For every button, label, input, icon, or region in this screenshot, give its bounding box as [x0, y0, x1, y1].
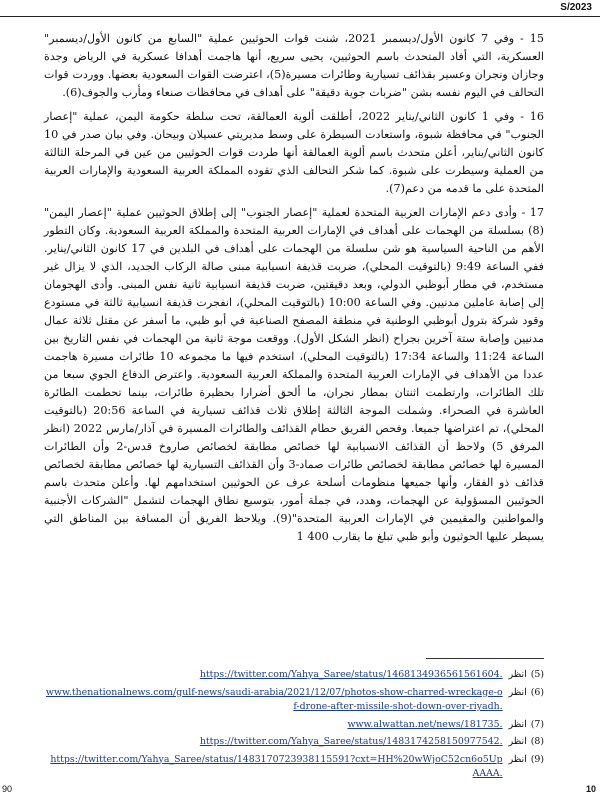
- footnote-8: [44, 735, 544, 750]
- paragraph-17: 17 - وأدى دعم الإمارات العربية المتحدة لعملية "إعصار الجنوب" إلى إطلاق الحوثيين عملية "إعصار اليمن"(8) بسلسلة من الهجمات على أهداف في الإمارات العربية المتحدة والمملكة العربية السعودية. وكان التطور الأهم من الناحية السياسية هو شن سلسلة من الهجمات على أهداف في البلدين في 17 كانون الثاني/يناير. ففي الساعة 9:49 (بالتوقيت المحلي)، ضربت قذيفة انسيابية مبنى صالة الركاب الجديد، الذي لا يزال غير مستخدم، في مطار أبوظبي الدولي، وبعد دقيقتين، ضربت قذيفة انسيابية ثانية نفس المبنى. وأدى الهجومان إلى إصابة عاملين مدنيين. وفي الساعة 10:00 (بالتوقيت المحلي)، انفجرت قذيفة انسيابية ثالثة في مستودع وقود شركة بترول أبوظبي الوطنية في منطقة المصفح الصناعية في أبو ظبي، ما أسفر عن مقتل ثلاثة عمال مدنيين وإصابة ستة آخرين بجراح (انظر الشكل الأول). ووقعت موجة ثانية من الهجمات في نفس التاريخ بين الساعة 11:24 والساعة 17:34 (بالتوقيت المحلي)، استخدم فيها ما مجموعه 10 طائرات مسيرة هاجمت عددا من الأهداف في الإمارات العربية المتحدة والمملكة العربية السعودية. واعترض الدفاع الجوي سبعا من تلك الطائرات، وارتطمت اثنتان بمطار نجران، ما ألحق أضرارا بحظيرة طائرات، بينما تحطمت الطائرة العاشرة في الصحراء. وشملت الموجة الثالثة إطلاق ثلاث قذائف تسيارية في الساعة 20:56 (بالتوقيت المحلي)، تم اعتراضها جميعا. وفحص الفريق حطام القذائف والطائرات المسيرة في آذار/مارس 2022 (انظر المرفق 5) ولاحظ أن القذائف الانسيابية لها خصائص مطابقة لخصائص صاروخ قدس-2 وأن الطائرات المسيرة لها خصائص مطابقة لخصائص طائرات صماد-3 وأن القذائف التسيارية لها خصائص مطابقة لخصائص قذائف ذو الفقار، وأنها جميعها منظومات أسلحة عرف عن الحوثيين استخدامهم لها. وأعلن متحدث باسم الحوثيين المسؤولية عن الهجمات، وهدد، في جملة أمور، بتوسيع نطاق الهجمات لتشمل "الشركات الأجنبية والمواطنين والمقيمين في الإمارات العربية المتحدة"(9). ويلاحظ الفريق أن المسافة بين المناطق التي يسيطر عليها الحوثيون وأبو ظبي تبلغ ما يقارب 400 1: [44, 206, 545, 543]
- footnote-7: [44, 718, 544, 733]
- footnote-see-label: انظر: [508, 753, 527, 765]
- footnote-number: (6): [530, 686, 544, 698]
- footnote-see-label: انظر: [508, 669, 527, 680]
- paragraph-15: 15 - وفي 7 كانون الأول/ديسمبر 2021، شنت قوات الحوثيين عملية "السابع من كانون الأول/ديسمبر" العسكرية، التي أفاد المتحدث باسم الحوثيين، يحيى سريع، أنها هاجمت أهدافا عسكرية في الرياض وجدة وجازان ونجران وعسير بقذائف تسيارية وطائرات مسيرة(5)، اعترضت القوات السعودية بعضها. ووردت قوات التحالف في اليوم نفسه بشن "ضربات جوية دقيقة" على أهداف في محافظات صنعاء ومأرب والجوف(6).: [44, 32, 544, 99]
- footnote-number: (8): [530, 736, 544, 747]
- document-body: [44, 30, 544, 552]
- footnote-see-label: انظر: [508, 718, 527, 730]
- footnote-6: [44, 686, 544, 715]
- footnote-link[interactable]: www.alwattan.net/news/181735.: [347, 718, 503, 730]
- footnote-see-label: انظر: [508, 686, 527, 698]
- footnote-number: (9): [530, 753, 544, 765]
- footnote-link[interactable]: www.thenationalnews.com/gulf-news/saudi-arabia/2021/12/07/photos-show-charred-wreckage-of-drone-after-missile-shot-down-over-riyadh.: [45, 686, 503, 712]
- document-symbol: S/2023: [560, 2, 592, 13]
- page-number-left: 90: [2, 784, 13, 794]
- footnote-separator: [426, 658, 544, 659]
- footnotes: [44, 668, 544, 785]
- footnote-see-label: انظر: [508, 736, 527, 747]
- footnote-link[interactable]: https://twitter.com/Yahya_Saree/status/1483174258150977542.: [199, 736, 503, 747]
- paragraph-16: 16 - وفي 1 كانون الثاني/يناير 2022، أطلقت ألوية العمالقة، تحت سلطة حكومة اليمن، عملية "إعصار الجنوب" في محافظة شبوة، واستعادت السيطرة على وسط مديريتي عسيلان وبيحان. وفي بيان صدر في 10 كانون الثاني/يناير، أعلن متحدث باسم ألوية العمالقة أنها طردت قوات الحوثيين من عين في المرحلة الثالثة من العملية وسيطرت على شبوة. كما شكر التحالف الذي تقوده المملكة العربية السعودية والإمارات العربية المتحدة على ما قدمه من دعم(7).: [44, 110, 544, 195]
- page-number-right: 10: [585, 784, 596, 794]
- footnote-number: (5): [530, 669, 544, 680]
- footnote-link[interactable]: https://twitter.com/Yahya_Saree/status/1468134936561561604.: [199, 669, 503, 680]
- footnote-link[interactable]: https://twitter.com/Yahya_Saree/status/1483170723938115591?cxt=HH%20wWjoC52cn6o5UpAAAA.: [50, 753, 503, 779]
- footnote-5: [44, 668, 544, 683]
- footnote-9: [44, 753, 544, 782]
- footnote-number: (7): [530, 718, 544, 730]
- header-rule: [0, 16, 600, 17]
